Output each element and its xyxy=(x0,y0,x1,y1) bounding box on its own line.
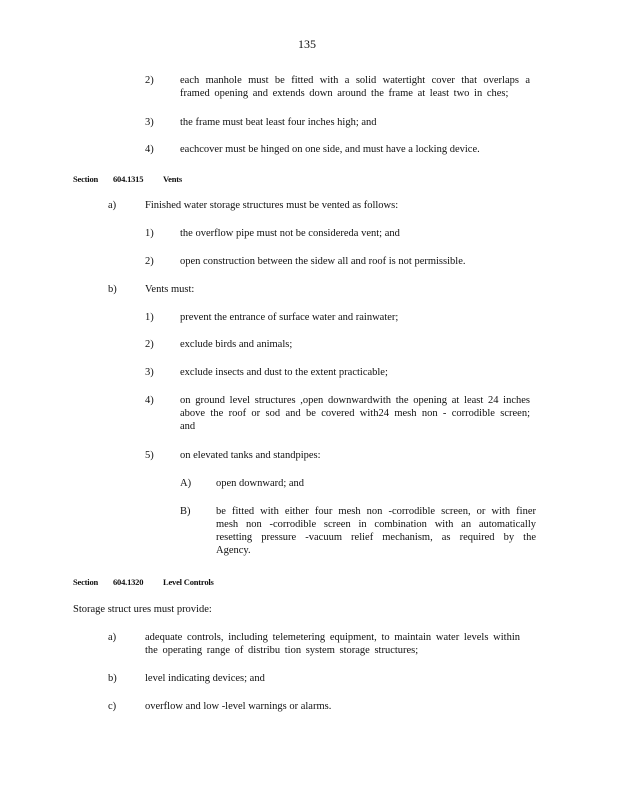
section-heading-label: Section xyxy=(73,174,99,184)
item-label: 2) xyxy=(145,256,154,267)
section-title: Vents xyxy=(163,174,182,184)
subsection-label: a) xyxy=(108,632,117,643)
section-heading-label: Section xyxy=(73,577,99,587)
subsection-label: c) xyxy=(108,701,117,712)
item-label: 4) xyxy=(145,144,154,155)
sub-item-text: be fitted with either four mesh non -corrodible screen, or with finer mesh non -corrodible screen in combination with an automatically resetting pressure -vacuum relief mechanism, as required by the Agency. xyxy=(216,506,536,556)
item-text: eachcover must be hinged on one side, and must have a locking device. xyxy=(180,144,480,155)
subsection-text: adequate controls, including telemetering equipment, to maintain water levels within the operating range of distribu tion system storage structures; xyxy=(145,632,520,656)
subsection-label: a) xyxy=(108,200,117,211)
subsection-text: overflow and low -level warnings or alarms. xyxy=(145,701,332,712)
item-label: 2) xyxy=(145,75,154,86)
item-label: 3) xyxy=(145,367,154,378)
item-label: 4) xyxy=(145,395,154,406)
item-text: on elevated tanks and standpipes: xyxy=(180,450,321,461)
item-text: exclude insects and dust to the extent practicable; xyxy=(180,367,388,378)
page-number: 135 xyxy=(298,37,316,51)
item-text: each manhole must be fitted with a solid watertight cover that overlaps a framed opening and extends down around the frame at least two in ches; xyxy=(180,75,530,99)
item-label: 3) xyxy=(145,117,154,128)
section-intro: Storage struct ures must provide: xyxy=(73,604,212,615)
item-text: open construction between the sidew all and roof is not permissible. xyxy=(180,256,466,267)
subsection-label: b) xyxy=(108,284,117,295)
item-text: prevent the entrance of surface water and rainwater; xyxy=(180,312,399,323)
section-title: Level Controls xyxy=(163,577,214,587)
item-label: 1) xyxy=(145,228,154,239)
item-label: 1) xyxy=(145,312,154,323)
item-label: 5) xyxy=(145,450,154,461)
sub-item-text: open downward; and xyxy=(216,478,305,489)
item-text: exclude birds and animals; xyxy=(180,339,293,350)
section-number: 604.1320 xyxy=(113,577,144,587)
sub-item-label: B) xyxy=(180,506,191,517)
item-text: on ground level structures ,open downwardwith the opening at least 24 inches above the roof or sod and be covered with24 mesh non - corrodible screen; and xyxy=(180,395,530,432)
item-text: the frame must beat least four inches high; and xyxy=(180,117,377,128)
section-number: 604.1315 xyxy=(113,174,144,184)
sub-item-label: A) xyxy=(180,478,192,489)
subsection-text: Finished water storage structures must be vented as follows: xyxy=(145,200,399,211)
subsection-text: Vents must: xyxy=(145,284,195,295)
subsection-label: b) xyxy=(108,673,117,684)
subsection-text: level indicating devices; and xyxy=(145,673,265,684)
item-label: 2) xyxy=(145,339,154,350)
item-text: the overflow pipe must not be considereda vent; and xyxy=(180,228,400,239)
